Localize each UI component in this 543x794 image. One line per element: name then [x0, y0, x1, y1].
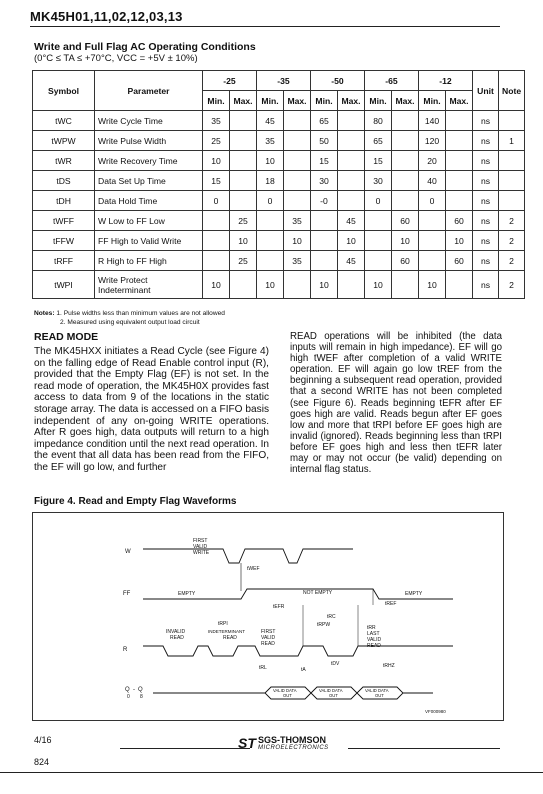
value-cell: [392, 271, 419, 299]
table-row: [33, 151, 525, 171]
value-cell: 10: [203, 271, 230, 299]
value-cell: [257, 231, 284, 251]
read-mode-left-text: The MK45HXX initiates a Read Cycle (see Figure 4) on the falling edge of Read Enable control input (R), provided that the Empty Flag (EF) is not set. In the read mode of operation, the MK45H0X provides fast access to data from 9 of the locations in the static storage array. The data is accessed on a FIFO basis independent of any on-going WRITE operations. After R goes high, data outputs will return to a high impedance condition until the next read operation. In the event that all data has been read from the FIFO, the EF will go low, and further: [34, 346, 269, 473]
value-cell: 10: [419, 271, 446, 299]
table-row: [33, 211, 525, 231]
last-valid-read-label: VALID: [367, 637, 382, 643]
value-cell: 40: [419, 171, 446, 191]
table-notes: [34, 310, 225, 327]
value-cell: [311, 251, 338, 271]
table-row: [33, 111, 525, 131]
first-valid-read-label: FIRST: [261, 629, 276, 635]
symbol-cell: tDS: [33, 171, 95, 191]
header-max: Max.: [230, 91, 257, 111]
value-cell: 65: [311, 111, 338, 131]
value-cell: [365, 231, 392, 251]
note-cell: 2: [499, 251, 525, 271]
unit-cell: ns: [473, 111, 499, 131]
footer-rule-right: [348, 748, 500, 749]
trc-label: tRC: [327, 614, 336, 620]
value-cell: [392, 191, 419, 211]
header-speed-grade: -12: [419, 71, 473, 91]
value-cell: -0: [311, 191, 338, 211]
header-min: Min.: [311, 91, 338, 111]
header-parameter: Parameter: [95, 71, 203, 111]
value-cell: [392, 171, 419, 191]
valid-data-out-label: VALID DATA: [365, 688, 389, 693]
value-cell: [446, 271, 473, 299]
table-row: [33, 131, 525, 151]
note-cell: 2: [499, 231, 525, 251]
parameter-cell: Data Hold Time: [95, 191, 203, 211]
footer-page: 4/16: [34, 735, 52, 745]
r-signal-label: R: [123, 647, 128, 653]
value-cell: 120: [419, 131, 446, 151]
header-min: Min.: [419, 91, 446, 111]
header-note: Note: [499, 71, 525, 111]
value-cell: [446, 131, 473, 151]
symbol-cell: tWFF: [33, 211, 95, 231]
value-cell: 0: [203, 191, 230, 211]
value-cell: 60: [392, 251, 419, 271]
value-cell: 35: [203, 111, 230, 131]
last-valid-read-label: LAST: [367, 631, 380, 637]
header-max: Max.: [392, 91, 419, 111]
read-mode-title: READ MODE: [34, 331, 99, 343]
value-cell: 0: [257, 191, 284, 211]
bottom-rule: [0, 772, 543, 773]
value-cell: 25: [230, 251, 257, 271]
value-cell: 10: [284, 231, 311, 251]
note-cell: [499, 151, 525, 171]
twef-label: tWEF: [247, 566, 260, 572]
trhz-label: tRHZ: [383, 663, 395, 669]
value-cell: 30: [365, 171, 392, 191]
value-cell: 35: [257, 131, 284, 151]
first-valid-read-label: VALID: [261, 635, 276, 641]
value-cell: 15: [365, 151, 392, 171]
symbol-cell: tDH: [33, 191, 95, 211]
note-cell: [499, 111, 525, 131]
value-cell: [392, 111, 419, 131]
value-cell: [284, 271, 311, 299]
parameter-cell: W Low to FF Low: [95, 211, 203, 231]
trpw-label: tRPW: [317, 622, 331, 628]
part-number-header: MK45H01,11,02,12,03,13: [30, 9, 183, 24]
parameter-cell: Write Cycle Time: [95, 111, 203, 131]
header-speed-grade: -35: [257, 71, 311, 91]
value-cell: [446, 171, 473, 191]
indeterminant-read-label: INDETERMINANT: [208, 629, 245, 634]
brand-name: SGS-THOMSON: [258, 735, 327, 745]
table-row: [33, 251, 525, 271]
value-cell: 20: [419, 151, 446, 171]
note-2: 2. Measured using equivalent output load circuit: [60, 318, 200, 326]
unit-cell: ns: [473, 151, 499, 171]
value-cell: 25: [230, 211, 257, 231]
parameter-cell: Write Pulse Width: [95, 131, 203, 151]
q-signal-label: 8: [140, 694, 143, 700]
value-cell: [284, 171, 311, 191]
unit-cell: ns: [473, 211, 499, 231]
not-empty-label: NOT EMPTY: [303, 590, 333, 596]
value-cell: [257, 211, 284, 231]
value-cell: [365, 251, 392, 271]
table-row: [33, 191, 525, 211]
empty-label: EMPTY: [178, 591, 196, 597]
value-cell: 35: [284, 211, 311, 231]
value-cell: 60: [446, 251, 473, 271]
empty2-label: EMPTY: [405, 591, 423, 597]
symbol-cell: tRFF: [33, 251, 95, 271]
value-cell: [311, 211, 338, 231]
w-signal-label: W: [125, 549, 131, 555]
waveform-svg: [33, 513, 503, 720]
value-cell: [446, 111, 473, 131]
symbol-cell: tWR: [33, 151, 95, 171]
notes-label: Notes:: [34, 310, 55, 317]
value-cell: 10: [392, 231, 419, 251]
indeterminant-read-label: READ: [223, 635, 237, 641]
parameter-cell: Write Protect Indeterminant: [95, 271, 203, 299]
value-cell: [203, 211, 230, 231]
value-cell: [419, 251, 446, 271]
value-cell: 80: [365, 111, 392, 131]
q-signal-label: Q: [125, 687, 130, 693]
value-cell: [203, 251, 230, 271]
header-max: Max.: [446, 91, 473, 111]
value-cell: [284, 111, 311, 131]
value-cell: [284, 131, 311, 151]
value-cell: [446, 191, 473, 211]
value-cell: [392, 151, 419, 171]
header-unit: Unit: [473, 71, 499, 111]
value-cell: 10: [311, 271, 338, 299]
note-cell: 2: [499, 211, 525, 231]
tefr-label: tEFR: [273, 604, 285, 610]
valid-data-out-label: OUT: [283, 693, 292, 698]
invalid-read-label: INVALID: [166, 629, 186, 635]
tref-label: tREF: [385, 601, 397, 607]
trl-label: tRL: [259, 665, 267, 671]
figure-title: Figure 4. Read and Empty Flag Waveforms: [34, 496, 237, 507]
value-cell: 50: [311, 131, 338, 151]
first-valid-write-label: WRITE: [193, 550, 210, 556]
footer-rule-left: [120, 748, 250, 749]
value-cell: [257, 251, 284, 271]
tdv-label: tDV: [331, 661, 340, 667]
brand-sub: MICROELECTRONICS: [258, 745, 329, 751]
value-cell: [230, 151, 257, 171]
value-cell: 15: [311, 151, 338, 171]
st-logo-icon: ST: [238, 735, 256, 751]
header-symbol: Symbol: [33, 71, 95, 111]
unit-cell: ns: [473, 171, 499, 191]
value-cell: [338, 171, 365, 191]
value-cell: [230, 191, 257, 211]
value-cell: [284, 151, 311, 171]
note-cell: [499, 191, 525, 211]
value-cell: [230, 271, 257, 299]
value-cell: [338, 191, 365, 211]
value-cell: 0: [419, 191, 446, 211]
header-min: Min.: [365, 91, 392, 111]
note-cell: 2: [499, 271, 525, 299]
value-cell: [365, 211, 392, 231]
unit-cell: ns: [473, 271, 499, 299]
value-cell: [230, 111, 257, 131]
parameter-cell: Data Set Up Time: [95, 171, 203, 191]
value-cell: [338, 151, 365, 171]
q-signal-label: Q: [138, 687, 143, 693]
ff-signal-label: FF: [123, 591, 131, 597]
first-valid-write-label: VALID: [193, 544, 208, 550]
valid-data-out-label: VALID DATA: [319, 688, 343, 693]
valid-data-out-label: OUT: [329, 693, 338, 698]
value-cell: 10: [257, 271, 284, 299]
value-cell: 25: [203, 131, 230, 151]
value-cell: 18: [257, 171, 284, 191]
section-title: Write and Full Flag AC Operating Conditions: [34, 41, 256, 53]
ta-label: tA: [301, 667, 306, 673]
valid-data-out-label: OUT: [375, 693, 384, 698]
figure-code-label: VF000980: [425, 709, 446, 714]
parameter-cell: Write Recovery Time: [95, 151, 203, 171]
symbol-cell: tWPW: [33, 131, 95, 151]
value-cell: 10: [446, 231, 473, 251]
value-cell: [419, 231, 446, 251]
trpi-label: tRPI: [218, 621, 228, 627]
value-cell: [203, 231, 230, 251]
ac-conditions-table: [32, 70, 525, 299]
value-cell: [230, 131, 257, 151]
unit-cell: ns: [473, 231, 499, 251]
symbol-cell: tFFW: [33, 231, 95, 251]
parameter-cell: R High to FF High: [95, 251, 203, 271]
table-row: [33, 231, 525, 251]
value-cell: 0: [365, 191, 392, 211]
note-1: 1. Pulse widths less than minimum values are not allowed: [56, 310, 225, 317]
value-cell: 45: [257, 111, 284, 131]
value-cell: 45: [338, 251, 365, 271]
value-cell: 60: [392, 211, 419, 231]
header-max: Max.: [338, 91, 365, 111]
value-cell: [419, 211, 446, 231]
value-cell: 35: [284, 251, 311, 271]
value-cell: 10: [203, 151, 230, 171]
note-cell: [499, 171, 525, 191]
value-cell: 10: [338, 231, 365, 251]
value-cell: [230, 171, 257, 191]
value-cell: 140: [419, 111, 446, 131]
header-speed-grade: -25: [203, 71, 257, 91]
value-cell: 15: [203, 171, 230, 191]
value-cell: [338, 131, 365, 151]
page-number: 824: [34, 757, 50, 767]
header-min: Min.: [257, 91, 284, 111]
value-cell: 60: [446, 211, 473, 231]
read-mode-right-text: READ operations will be inhibited (the data inputs will remain in high impedance). EF will go high tWEF after completion of a valid WRITE operation. EF will again go low tREF from the beginning a subsequent read operation, provided that a second WRITE has not been completed (see Figure 6). Reads beginning tEFR after EF goes high are valid. Reads begun after EF goes low and more that tRPI before EF goes high are invalid (ignored). Reads beginning less than tRPI before EF goes high and less then tEFR later may or may not occur (be valid) depending on internal flag status.: [290, 331, 502, 476]
value-cell: 10: [365, 271, 392, 299]
unit-cell: ns: [473, 191, 499, 211]
value-cell: 10: [230, 231, 257, 251]
q-signal-label: 0: [127, 694, 130, 700]
header-speed-grade: -65: [365, 71, 419, 91]
value-cell: 30: [311, 171, 338, 191]
table-row: [33, 171, 525, 191]
symbol-cell: tWPI: [33, 271, 95, 299]
last-valid-read-label: READ: [367, 643, 381, 649]
w-waveform: [143, 549, 353, 563]
first-valid-write-label: FIRST: [193, 538, 208, 544]
value-cell: [284, 191, 311, 211]
unit-cell: ns: [473, 251, 499, 271]
first-valid-read-label: READ: [261, 641, 275, 647]
value-cell: 45: [338, 211, 365, 231]
header-min: Min.: [203, 91, 230, 111]
table-row: [33, 271, 525, 299]
valid-data-out-label: VALID DATA: [273, 688, 297, 693]
header-speed-grade: -50: [311, 71, 365, 91]
value-cell: [338, 111, 365, 131]
unit-cell: ns: [473, 131, 499, 151]
header-rule: [30, 26, 500, 27]
value-cell: 10: [257, 151, 284, 171]
value-cell: [392, 131, 419, 151]
q-signal-label: -: [133, 687, 135, 693]
value-cell: 65: [365, 131, 392, 151]
waveform-diagram: [32, 512, 504, 721]
symbol-cell: tWC: [33, 111, 95, 131]
invalid-read-label: READ: [170, 635, 184, 641]
note-cell: 1: [499, 131, 525, 151]
table-header-row: [33, 71, 525, 91]
parameter-cell: FF High to Valid Write: [95, 231, 203, 251]
section-conditions: (0°C ≤ TA ≤ +70°C, VCC = +5V ± 10%): [34, 53, 198, 64]
header-max: Max.: [284, 91, 311, 111]
value-cell: [311, 231, 338, 251]
value-cell: [338, 271, 365, 299]
trr-label: tRR: [367, 625, 376, 631]
value-cell: [446, 151, 473, 171]
